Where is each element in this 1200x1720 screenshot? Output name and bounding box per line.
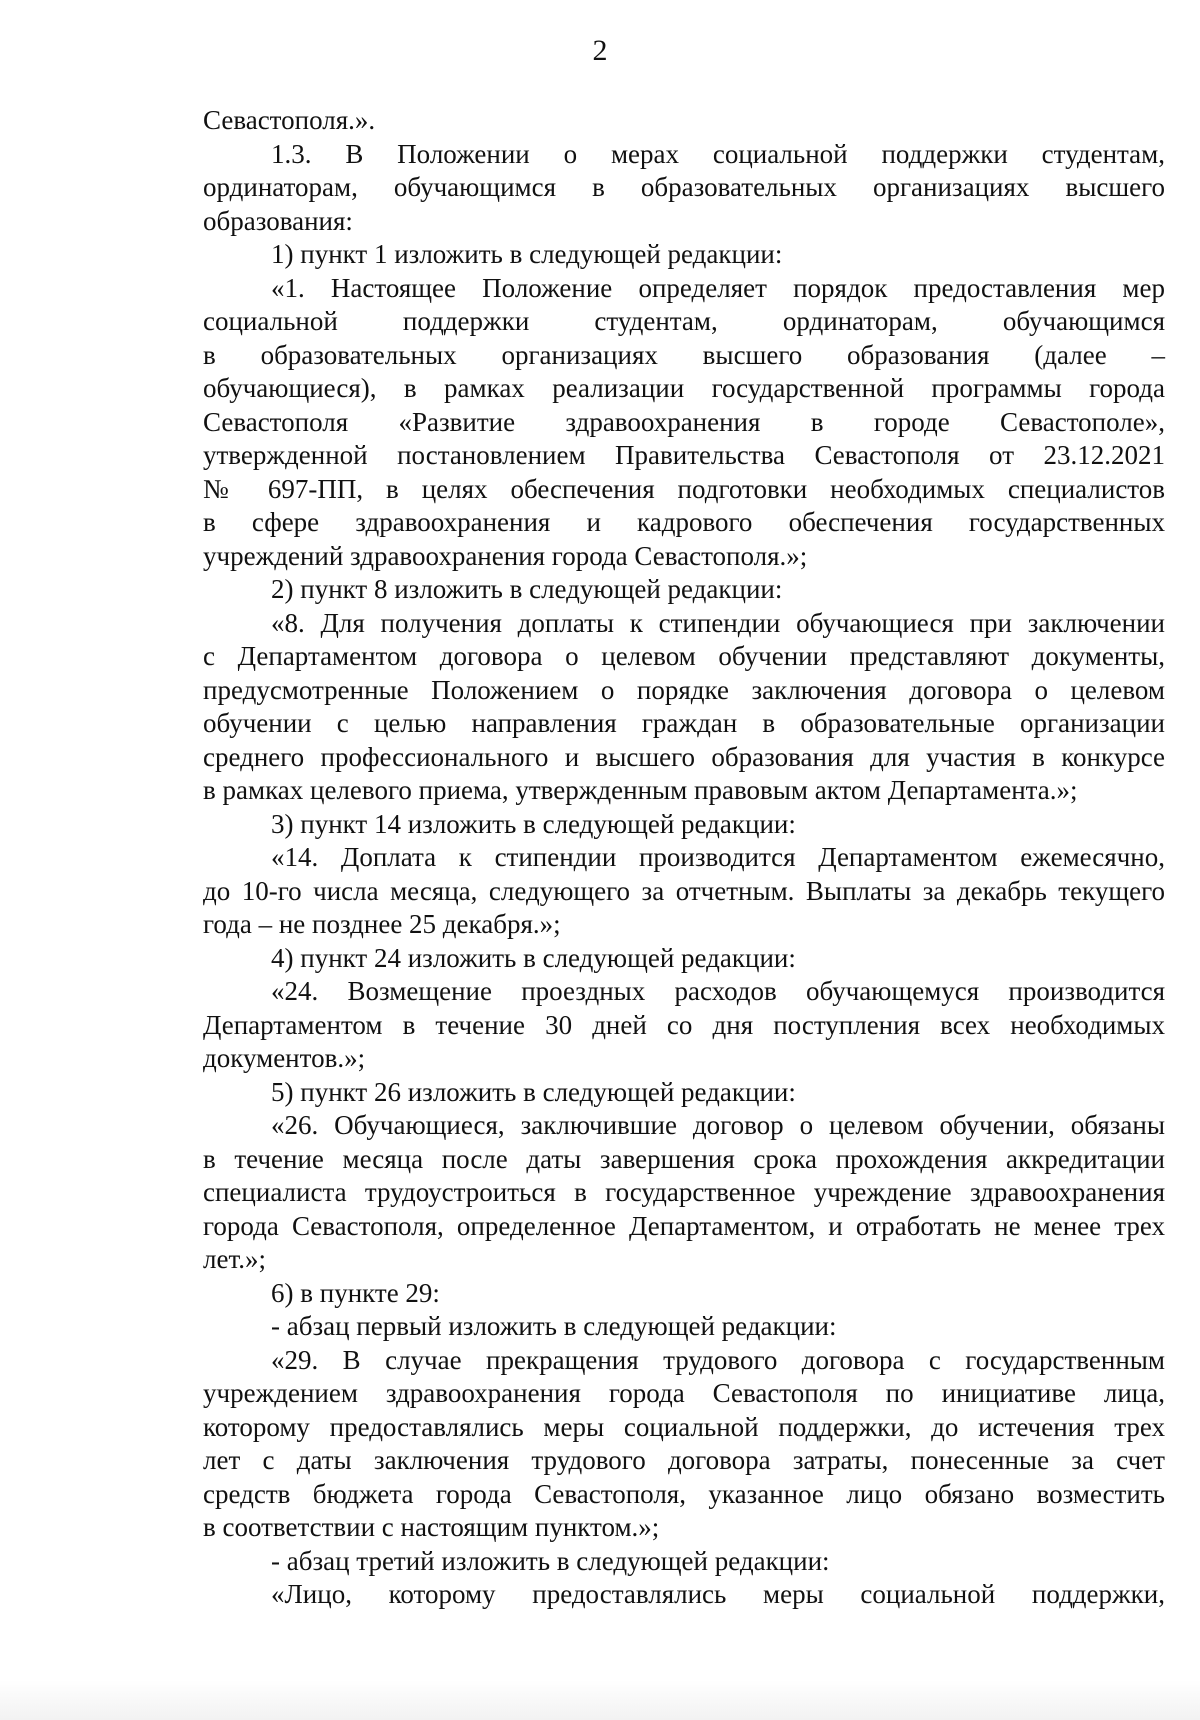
text-line: в сфере здравоохранения и кадрового обеспечения государственных — [203, 507, 1165, 537]
text-line: образования: — [203, 205, 353, 236]
text-line: года – не позднее 25 декабря.»; — [203, 909, 561, 939]
text-line: учреждением здравоохранения города Севастополя по инициативе лица, — [203, 1378, 1165, 1408]
text-line: 1.3. В Положении о мерах социальной поддержки студентам, — [271, 138, 1165, 169]
text-line: Севастополя «Развитие здравоохранения в городе Севастополе», — [203, 406, 1165, 437]
text-line: утвержденной постановлением Правительства Севастополя от 23.12.2021 — [203, 440, 1165, 470]
text-line: обучении с целью направления граждан в образовательные организации — [203, 708, 1165, 738]
text-line: «8. Для получения доплаты к стипендии обучающиеся при заключении — [271, 607, 1165, 638]
text-line: лет с даты заключения трудового договора затраты, понесенные за счет — [203, 1445, 1165, 1475]
text-line: которому предоставлялись меры социальной поддержки, до истечения трех — [203, 1411, 1165, 1442]
text-line: в соответствии с настоящим пунктом.»; — [203, 1512, 660, 1542]
text-line: города Севастополя, определенное Департаментом, и отработать не менее трех — [203, 1210, 1165, 1241]
text-line: 5) пункт 26 изложить в следующей редакции: — [271, 1076, 796, 1107]
text-line: - абзац третий изложить в следующей редакции: — [271, 1545, 830, 1576]
page-number: 2 — [592, 34, 608, 67]
text-line: специалиста трудоустроиться в государственное учреждение здравоохранения — [203, 1177, 1165, 1207]
text-line: ординаторам, обучающимся в образовательных организациях высшего — [203, 172, 1165, 202]
text-line: средств бюджета города Севастополя, указанное лицо обязано возместить — [203, 1478, 1165, 1509]
text-line: лет.»; — [203, 1244, 266, 1274]
text-line: в течение месяца после даты завершения срока прохождения аккредитации — [203, 1143, 1165, 1174]
text-line: среднего профессионального и высшего образования для участия в конкурсе — [203, 741, 1165, 772]
text-line: с Департаментом договора о целевом обучении представляют документы, — [203, 641, 1165, 671]
text-line: Севастополя.». — [203, 105, 376, 135]
scan-bottom-edge — [0, 1680, 1200, 1720]
text-line: до 10-го числа месяца, следующего за отчетным. Выплаты за декабрь текущего — [203, 875, 1165, 906]
text-line: 1) пункт 1 изложить в следующей редакции: — [271, 239, 783, 269]
text-line: в образовательных организациях высшего образования (далее – — [203, 339, 1165, 370]
text-line: в рамках целевого приема, утвержденным правовым актом Департамента.»; — [203, 775, 1078, 805]
text-line: 4) пункт 24 изложить в следующей редакции: — [271, 942, 796, 973]
text-line: социальной поддержки студентам, ординаторам, обучающимся — [203, 306, 1165, 336]
text-line: «1. Настоящее Положение определяет порядок предоставления мер — [271, 272, 1165, 303]
text-line: Департаментом в течение 30 дней со дня поступления всех необходимых — [203, 1009, 1165, 1040]
text-line: «26. Обучающиеся, заключившие договор о целевом обучении, обязаны — [271, 1110, 1165, 1140]
text-line: «29. В случае прекращения трудового договора с государственным — [271, 1344, 1165, 1375]
text-line: предусмотренные Положением о порядке заключения договора о целевом — [203, 674, 1165, 705]
text-line: учреждений здравоохранения города Севастополя.»; — [203, 540, 808, 571]
text-line: «14. Доплата к стипендии производится Департаментом ежемесячно, — [271, 842, 1165, 872]
text-line: «24. Возмещение проездных расходов обучающемуся производится — [271, 976, 1165, 1006]
document-body — [203, 104, 1165, 1612]
text-line: № 697-ПП, в целях обеспечения подготовки необходимых специалистов — [203, 473, 1165, 504]
text-line: - абзац первый изложить в следующей редакции: — [271, 1311, 837, 1341]
text-line: 6) в пункте 29: — [271, 1277, 440, 1308]
text-line: 2) пункт 8 изложить в следующей редакции: — [271, 574, 783, 604]
text-line: документов.»; — [203, 1043, 366, 1073]
text-line: 3) пункт 14 изложить в следующей редакции: — [271, 808, 796, 839]
text-line: «Лицо, которому предоставлялись меры социальной поддержки, — [271, 1579, 1165, 1609]
text-line: обучающиеся), в рамках реализации государственной программы города — [203, 373, 1165, 403]
